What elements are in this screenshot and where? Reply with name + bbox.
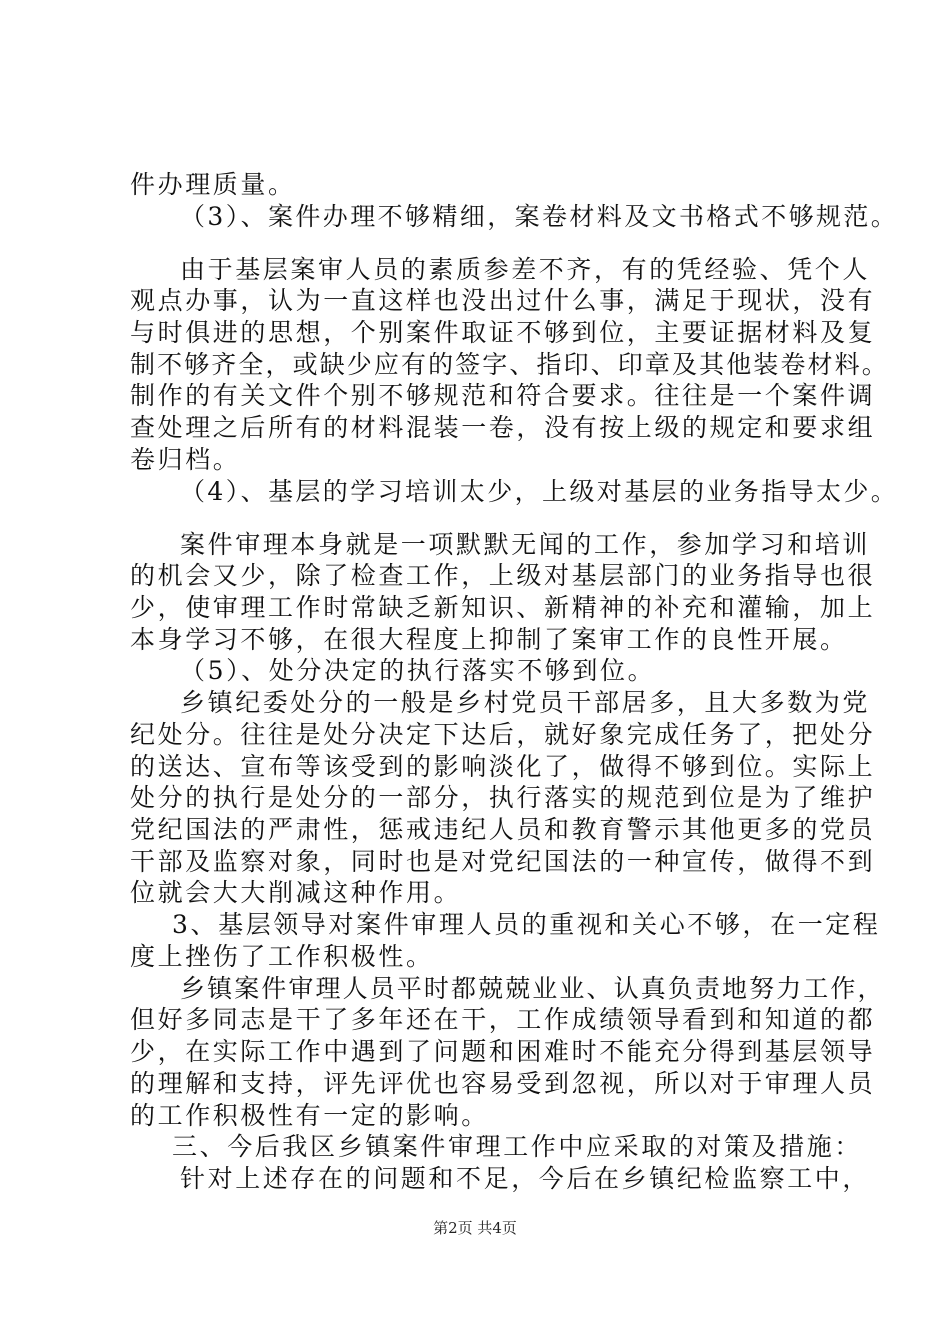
section-heading: （5）、处分决定的执行落实不够到位。 (180, 656, 656, 685)
text-line: 制不够齐全，或缺少应有的签字、指印、印章及其他装卷材料。 (130, 350, 889, 379)
text-line: 的工作积极性有一定的影响。 (130, 1101, 489, 1130)
section-heading: 3、基层领导对案件审理人员的重视和关心不够，在一定程 (172, 910, 881, 939)
text-line: 针对上述存在的问题和不足，今后在乡镇纪检监察工中， (180, 1164, 871, 1193)
text-line: 本身学习不够，在很大程度上抑制了案审工作的良性开展。 (130, 625, 848, 654)
text-line: 干部及监察对象，同时也是对党纪国法的一种宣传，做得不到 (130, 847, 876, 876)
text-line: 的机会又少，除了检查工作，上级对基层部门的业务指导也很 (130, 561, 876, 590)
text-line: 制作的有关文件个别不够规范和符合要求。往往是一个案件调 (130, 381, 876, 410)
text-line: 处分的执行是处分的一部分，执行落实的规范到位是为了维护 (130, 783, 876, 812)
text-line: 案件审理本身就是一项默默无闻的工作，参加学习和培训 (180, 530, 871, 559)
text-line: 少，在实际工作中遇到了问题和困难时不能充分得到基层领导 (130, 1037, 876, 1066)
text-line: 乡镇纪委处分的一般是乡村党员干部居多，且大多数为党 (180, 688, 871, 717)
section-heading: （3）、案件办理不够精细，案卷材料及文书格式不够规范。 (180, 202, 899, 231)
text-line: 的送达、宣布等该受到的影响淡化了，做得不够到位。实际上 (130, 752, 876, 781)
text-line: 纪处分。往往是处分决定下达后，就好象完成任务了，把处分 (130, 720, 876, 749)
text-line: 件办理质量。 (130, 170, 296, 199)
text-line: 但好多同志是干了多年还在干，工作成绩领导看到和知道的都 (130, 1005, 876, 1034)
text-line: 度上挫伤了工作积极性。 (130, 942, 434, 971)
text-line: 查处理之后所有的材料混装一卷，没有按上级的规定和要求组 (130, 413, 876, 442)
text-line: 党纪国法的严肃性，惩戒违纪人员和教育警示其他更多的党员 (130, 815, 876, 844)
text-line: 的理解和支持，评先评优也容易受到忽视，所以对于审理人员 (130, 1069, 876, 1098)
text-line: 卷归档。 (130, 445, 241, 474)
text-line: 由于基层案审人员的素质参差不齐，有的凭经验、凭个人 (180, 255, 871, 284)
section-heading: （4）、基层的学习培训太少，上级对基层的业务指导太少。 (180, 477, 899, 506)
text-line: 与时俱进的思想，个别案件取证不够到位，主要证据材料及复 (130, 318, 876, 347)
page-number-footer: 第2页 共4页 (433, 1219, 517, 1237)
text-line: 乡镇案件审理人员平时都兢兢业业、认真负责地努力工作， (180, 974, 885, 1003)
section-heading: 三、今后我区乡镇案件审理工作中应采取的对策及措施： (172, 1132, 863, 1161)
text-line: 少，使审理工作时常缺乏新知识、新精神的补充和灌输，加上 (130, 593, 876, 622)
text-line: 位就会大大削减这种作用。 (130, 878, 462, 907)
text-line: 观点办事，认为一直这样也没出过什么事，满足于现状，没有 (130, 286, 876, 315)
